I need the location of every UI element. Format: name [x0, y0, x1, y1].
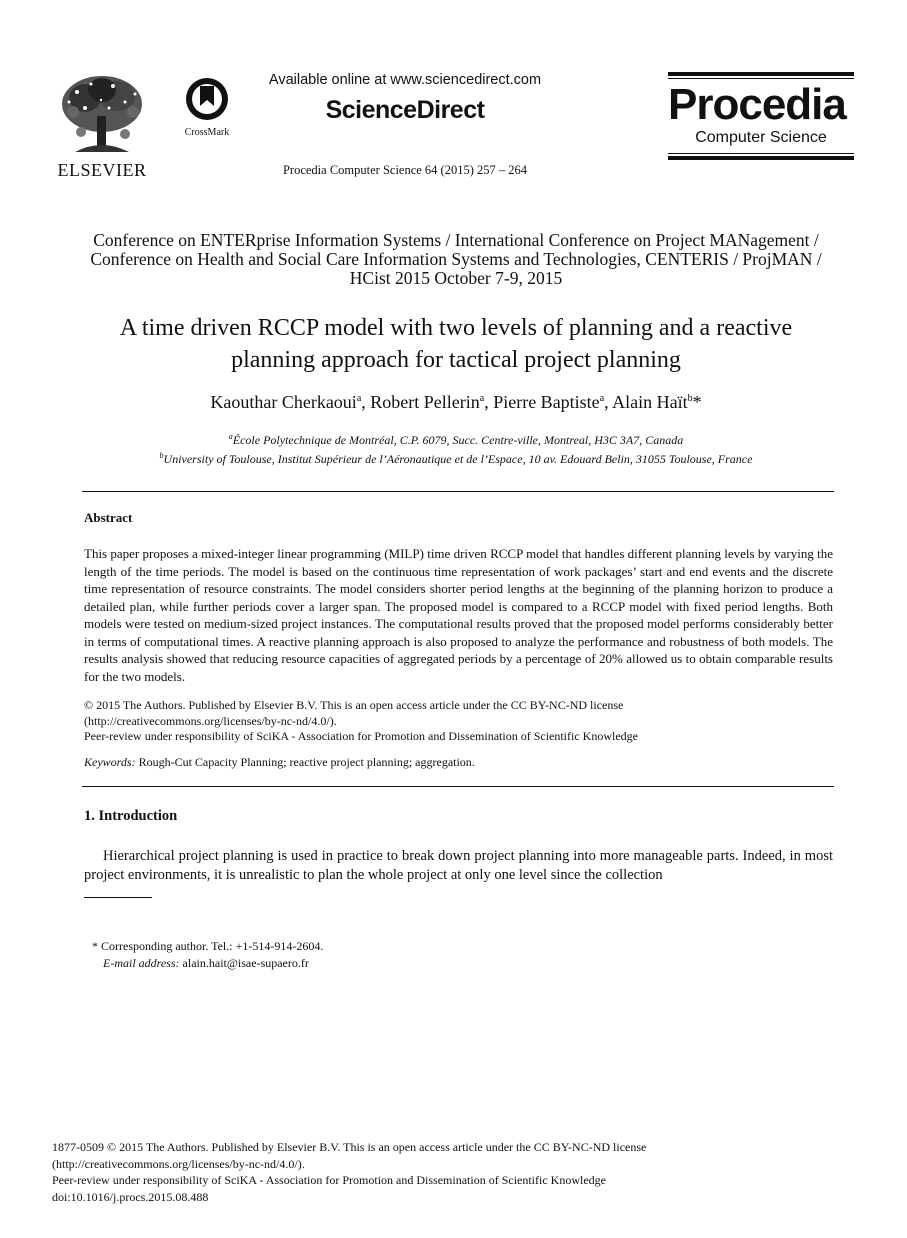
bottom-metadata [52, 1139, 852, 1205]
procedia-subtitle: Computer Science [695, 129, 827, 146]
abstract-body: This paper proposes a mixed-integer linear programming (MILP) time driven RCCP model that handles different planning levels by varying the length of the time periods. The model is based on the continuous time representation of work packages’ start and end events and the discrete time representation of resource constraints. The model considers shorter period lengths at the beginning of the planning horizon to produce a detailed plan, while further periods cover a larger span. The proposed model is compared to a RCCP model with fixed period lengths. Both models were tested on medium-sized project instances. The computational results proved that the proposed model performs considerably better in terms of computational times. A reactive planning approach is also proposed to analyze the performance and robustness of both models. The results analysis showed that reducing resource capacities of aggregated periods by a percentage of 20% allowed us to obtain comparable results for the two models. [84, 546, 833, 684]
crossmark-icon [184, 76, 230, 122]
issn-license-line: 1877-0509 © 2015 The Authors. Published by Elsevier B.V. This is an open access article under the CC BY-NC-ND license [52, 1140, 647, 1154]
affiliation [80, 448, 832, 467]
affiliation-list [80, 429, 832, 467]
author-name: Pierre Baptiste [493, 392, 600, 412]
available-online-text[interactable]: Available online at www.sciencedirect.com [268, 72, 542, 88]
footnote [92, 938, 323, 972]
corresponding-author-note: * Corresponding author. Tel.: +1-514-914-2604. [92, 939, 324, 953]
paper-title: A time driven RCCP model with two levels of planning and a reactive planning approach for tactical project planning [119, 315, 793, 373]
author-list [80, 392, 832, 413]
author-name: Alain Haït [612, 392, 688, 412]
affiliation-mark: a [228, 432, 233, 441]
email-address[interactable]: alain.hait@isae-supaero.fr [179, 956, 309, 970]
affiliation-text: University of Toulouse, Institut Supérieur de l’Aéronautique et de l’Espace, 10 av. Edouard Belin, 31055 Toulouse, France [163, 452, 753, 466]
elsevier-tree-icon [55, 72, 149, 158]
author-separator: , [604, 392, 613, 412]
masthead-rule [668, 156, 854, 160]
author-name: Robert Pellerin [370, 392, 480, 412]
email-label: E-mail address: [103, 956, 180, 970]
introduction-body: Hierarchical project planning is used in practice to break down project planning into more manageable parts. Indeed, in most project environments, it is unrealistic to plan the whole project at only one level since the collection [84, 848, 833, 883]
keywords-label: Keywords: [84, 755, 136, 769]
email-line [92, 955, 323, 972]
license-block [84, 698, 833, 745]
affiliation-text: École Polytechnique de Montréal, C.P. 6079, Succ. Centre-ville, Montreal, H3C 3A7, Canada [232, 433, 684, 447]
author-affiliation-mark: a [479, 393, 485, 404]
elsevier-wordmark: ELSEVIER [57, 160, 147, 180]
conference-name: Conference on ENTERprise Information Systems / International Conference on Project MANagement / Conference on Health and Social Care Information Systems and Technologies, CENTERIS / ProjMAN / HCist 2015 October 7-9, 2015 [90, 230, 822, 288]
author-affiliation-mark: a [599, 393, 605, 404]
author-affiliation-mark: a [356, 393, 362, 404]
procedia-title: Procedia [668, 80, 846, 129]
introduction-heading: 1. Introduction [84, 808, 178, 824]
masthead-rule [668, 153, 854, 154]
procedia-masthead [668, 72, 854, 176]
author-separator: , [484, 392, 494, 412]
abstract-heading: Abstract [84, 510, 133, 525]
keywords-text: Rough-Cut Capacity Planning; reactive project planning; aggregation. [135, 755, 475, 769]
footnote-rule [84, 897, 152, 898]
doi[interactable]: doi:10.1016/j.procs.2015.08.488 [52, 1189, 209, 1204]
author-name: Kaouthar Cherkaoui [210, 392, 357, 412]
masthead-rule [668, 78, 854, 79]
peer-review-line: Peer-review under responsibility of SciKA - Association for Promotion and Dissemination of Scientific Knowledge [84, 729, 638, 743]
license-link[interactable]: (http://creativecommons.org/licenses/by-nc-nd/4.0/). [52, 1156, 305, 1171]
corresponding-author-mark: * [692, 392, 702, 412]
sciencedirect-wordmark: ScienceDirect [325, 96, 485, 124]
crossmark-badge[interactable] [176, 76, 238, 136]
affiliation [80, 429, 832, 448]
crossmark-label: CrossMark [184, 127, 230, 138]
affiliation-mark: b [159, 451, 164, 460]
peer-review-line: Peer-review under responsibility of SciKA - Association for Promotion and Dissemination of Scientific Knowledge [52, 1173, 606, 1187]
elsevier-logo [52, 72, 152, 180]
keywords [84, 755, 833, 770]
section-divider [82, 491, 834, 492]
journal-reference: Procedia Computer Science 64 (2015) 257 – 264 [282, 163, 528, 177]
license-line: © 2015 The Authors. Published by Elsevier B.V. This is an open access article under the CC BY-NC-ND license [84, 698, 624, 712]
author-affiliation-mark: b [687, 393, 693, 404]
section-divider [82, 786, 834, 787]
license-link[interactable]: (http://creativecommons.org/licenses/by-nc-nd/4.0/). [84, 713, 337, 728]
author-separator: , [361, 392, 371, 412]
masthead-rule [668, 72, 854, 76]
